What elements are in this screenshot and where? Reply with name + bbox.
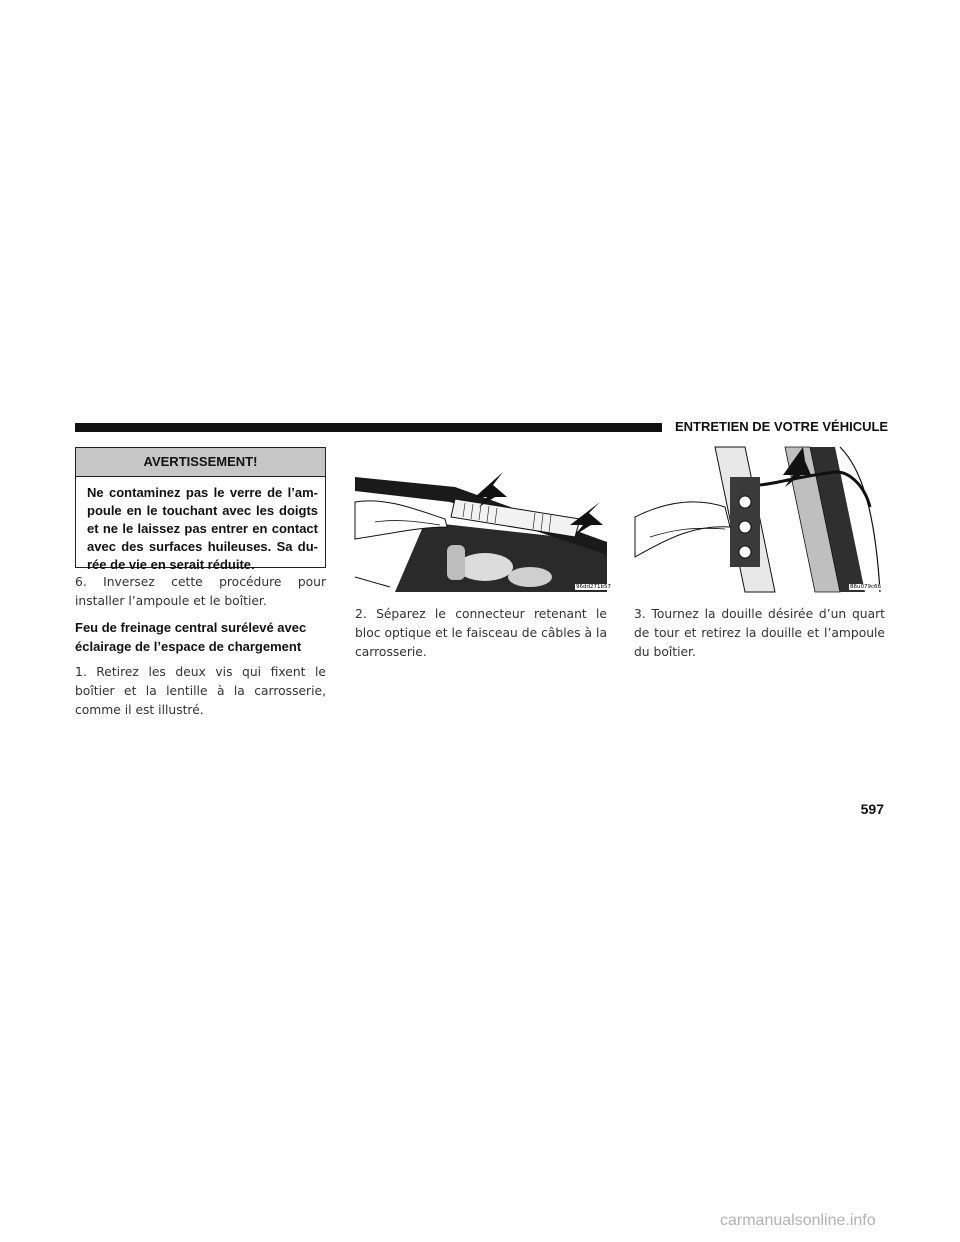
step-6-text: 6. Inversez cette procédure pour installer l’ampoule et le boîtier. xyxy=(75,575,326,608)
watermark: carmanualsonline.info xyxy=(720,1212,876,1229)
step-1-text: 1. Retirez les deux vis qui fixent le boîtier et la lentille à la carrosserie, comme il est illustré. xyxy=(75,665,326,717)
step-3-text: 3. Tournez la douille désirée d’un quart de tour et retirez la douille et l’ampoule du boîtier. xyxy=(634,607,885,659)
subheading: Feu de freinage central surélevé avec éclairage de l’espace de chargement xyxy=(75,620,307,654)
header-rule xyxy=(75,423,662,432)
section-title: ENTRETIEN DE VOTRE VÉHICULE xyxy=(675,419,889,434)
figure-socket-photo xyxy=(635,447,884,592)
warning-title: AVERTISSEMENT! xyxy=(76,448,325,477)
connector-illustration xyxy=(355,447,607,592)
figure-connector-photo xyxy=(355,447,611,592)
figure-code: 96dd271b57 xyxy=(576,584,611,590)
warning-box xyxy=(75,447,326,572)
warning-text: Ne contaminez pas le verre de l’ampoule en le touchant avec les doigts et ne le laissez pas entrer en contact avec des surfaces huileuses. Sa durée de vie en serait réduite. xyxy=(87,485,318,572)
page-number: 597 xyxy=(860,801,884,817)
socket-illustration xyxy=(635,447,884,592)
figure-code: 86u079c66 xyxy=(850,584,882,590)
step-2-text: 2. Séparez le connecteur retenant le bloc optique et le faisceau de câbles à la carrosserie. xyxy=(355,607,607,659)
